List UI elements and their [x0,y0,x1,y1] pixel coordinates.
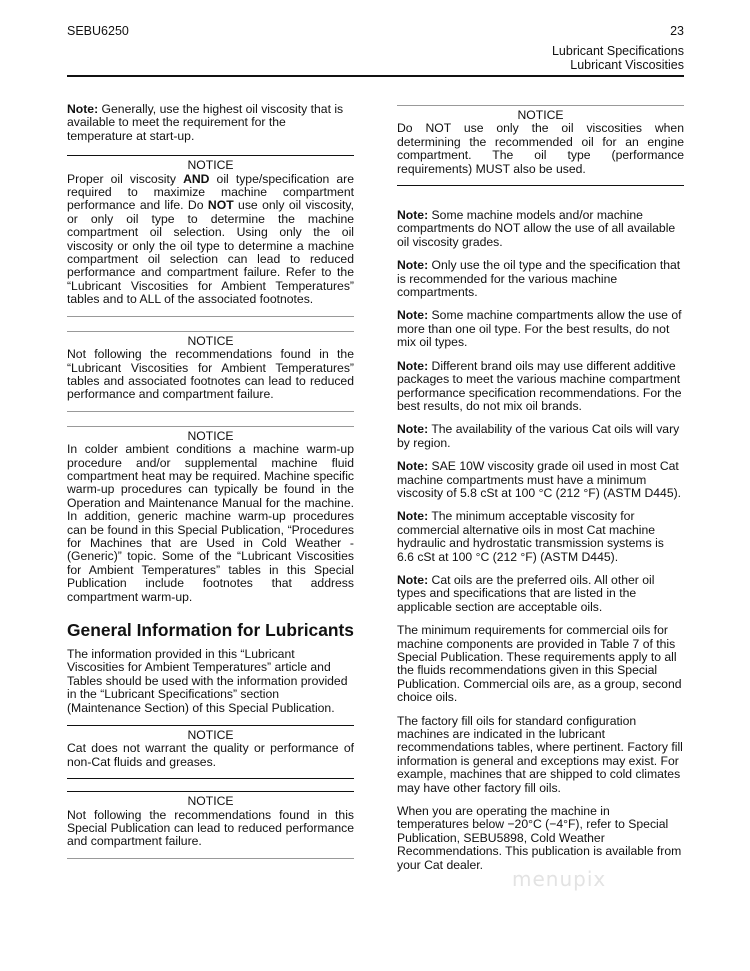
note-item: Note: SAE 10W viscosity grade oil used in most Cat machine compartments must have a minimum viscosity of 5.8 cSt at 100 °C (212 °F) (ASTM D445). [397,459,682,500]
notice-rule [67,858,354,859]
note-item: Note: The availability of the various Cat oils will vary by region. [397,422,680,450]
page-number: 23 [670,24,684,38]
paragraph-minimum-requirements: The minimum requirements for commercial oils for machine components are provided in Table 7 of this Special Publication. These requirements apply to all the fluids recommendations given in this Special Publication. Commercial oils are, as a group, second choice oils. [397,623,682,705]
notice-text: Cat does not warrant the quality or performance of non-Cat fluids and greases. [67,741,354,769]
notice-rule [67,426,354,427]
notice-text: Do NOT use only the oil viscosities when determining the recommended oil for an engine compartment. The oil type (performance requirements) MUST also be used. [397,121,684,176]
notice-title: NOTICE [187,333,234,348]
notice-title: NOTICE [517,108,564,122]
notice-box [67,725,354,779]
notice-rule [67,331,354,332]
header-rule [67,75,684,77]
notice-title: NOTICE [187,428,234,443]
notice-rule [397,185,684,186]
paragraph-factory-fill: The factory fill oils for standard configuration machines are indicated in the lubricant recommendations tables, where pertinent. Factory fill information is general and exceptions may exist. For example, machines that are shipped to cold climates may have other factory fill oils. [397,713,683,795]
notice-title: NOTICE [187,794,234,809]
watermark: menupix [512,867,607,891]
note-item: Note: Only use the oil type and the specification that is recommended for the various machine compartments. [397,258,681,300]
note-item: Note: Cat oils are the preferred oils. All other oil types and specifications that are listed in the applicable section are acceptable oils. [397,572,655,614]
notice-text: Proper oil viscosity AND oil type/specification are required to maximize machine compartment performance and life. Do NOT use only oil viscosity, or only oil type to determine the machine compartment oil selection. Using only the oil viscosity or only the oil type to determine a machine compartment oil selection can lead to reduced performance and compartment failure. Refer to the “Lubricant Viscosities for Ambient Temperatures” tables and to ALL of the associated footnotes. [67,171,355,307]
notice-rule [67,316,354,317]
note-item: Note: The minimum acceptable viscosity for commercial alternative oils in most Cat machine hydraulic and hydrostatic transmission systems is 6.6 cSt at 100 °C (212 °F) (ASTM D445). [397,509,664,564]
intro-paragraph: The information provided in this “Lubricant Viscosities for Ambient Temperatures” article and Tables should be used with the information provided in the “Lubricant Specifications” section (Maintenance Section) of this Special Publication. [67,647,348,715]
notice-rule [67,155,354,156]
notice-rule [67,778,354,779]
section-heading: General Information for Lubricants [67,620,354,640]
notice-text: In colder ambient conditions a machine warm-up procedure and/or supplemental machine fluid compartment heat may be required. Machine specific warm-up procedures can typically be found in the Operation and Maintenance Manual for the machine. In addition, generic machine warm-up procedures can be found in this Special Publication, “Procedures for Machines that are Used in Cold Weather - (Generic)” topic. Some of the “Lubricant Viscosities for Ambient Temperatures” tables in this Special Publication include footnotes that address compartment warm-up. [67,442,354,604]
notice-box [397,105,684,186]
right-column [397,103,684,882]
notice-text: Not following the recommendations found in the “Lubricant Viscosities for Ambient Temperatures” tables and associated footnotes can lead to reduced performance and compartment failure. [67,347,354,402]
notice-rule [67,411,354,412]
document-number: SEBU6250 [67,24,129,38]
notice-rule [397,105,684,106]
note-item: Note: Different brand oils may use different additive packages to meet the various machine compartment performance specification recommendations. For the best results, do not mix oil brands. [397,358,682,413]
notice-box [67,155,354,316]
paragraph-cold-weather: When you are operating the machine in temperatures below −20°C (−4°F), refer to Special Publication, SEBU5898, Cold Weather Recommendations. This publication is available from your Cat dealer. [397,804,682,872]
notice-box [67,331,354,412]
note-item: Note: Some machine models and/or machine compartments do NOT allow the use of all available oil viscosity grades. [397,208,676,249]
notice-title: NOTICE [187,158,234,173]
running-header [552,44,684,72]
notice-text: Not following the recommendations found in this Special Publication can lead to reduced performance and compartment failure. [67,807,354,849]
notice-rule [67,791,354,792]
notice-title: NOTICE [187,728,234,743]
notes-list [397,209,684,614]
section-name: Lubricant Specifications [551,44,684,58]
note-viscosity: Note: Generally, use the highest oil viscosity that is available to meet the requirement for the temperature at start-up. [67,102,344,143]
subsection-name: Lubricant Viscosities [570,58,684,72]
notice-box [67,426,354,604]
left-column [67,103,354,866]
notice-rule [67,725,354,726]
note-item: Note: Some machine compartments allow the use of more than one oil type. For the best results, do not mix oil types. [397,308,682,350]
notice-box [67,791,354,859]
